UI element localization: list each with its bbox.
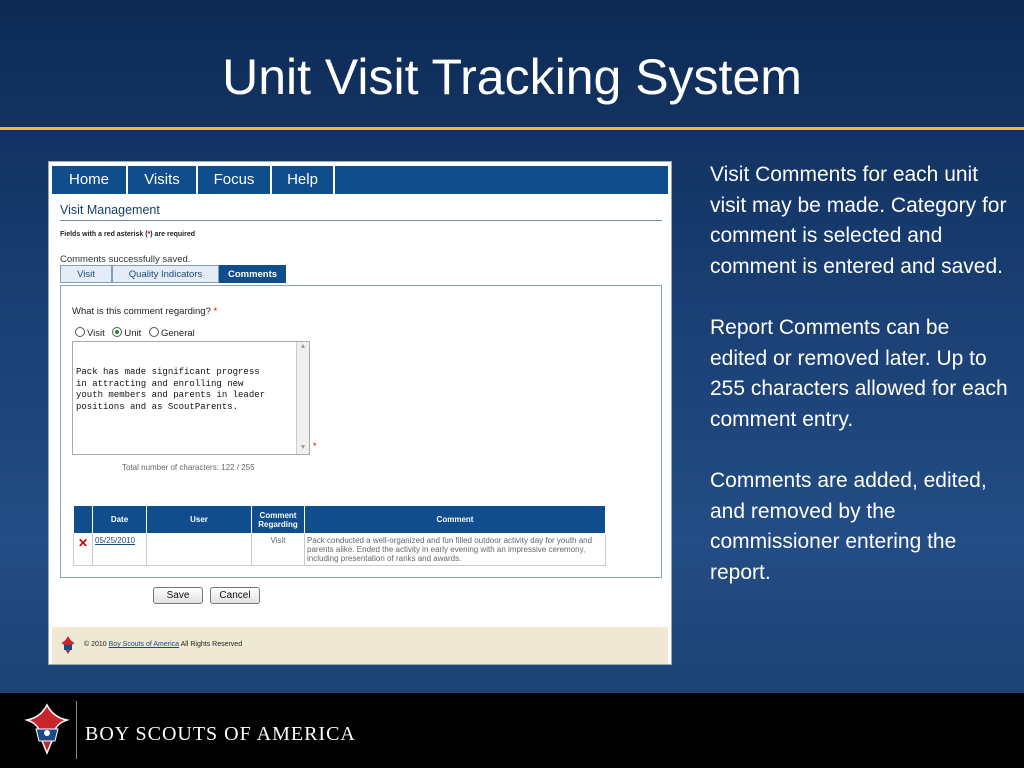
radio-unit-circle[interactable] [112, 327, 122, 337]
copyright: © 2010 Boy Scouts of America All Rights Reserved [84, 641, 243, 648]
app-screenshot [48, 161, 672, 665]
col-regarding: Comment Regarding [252, 506, 305, 534]
table-header-row [74, 506, 606, 534]
nav-visits[interactable]: Visits [128, 166, 198, 194]
tab-quality-indicators[interactable]: Quality Indicators [112, 265, 219, 283]
bsa-fleur-de-lis-logo-icon [24, 703, 70, 757]
radio-general-circle[interactable] [149, 327, 159, 337]
slide-footer [0, 693, 1024, 768]
user-cell [147, 534, 252, 566]
footer-org-name: BOY SCOUTS OF AMERICA [85, 723, 356, 745]
save-button[interactable]: Save [153, 587, 203, 604]
scroll-down-icon[interactable]: ▼ [300, 444, 306, 452]
table-row [74, 534, 606, 566]
radio-general[interactable]: General [149, 327, 195, 339]
radio-visit-circle[interactable] [75, 327, 85, 337]
slide-notes [710, 160, 1010, 619]
radio-unit[interactable]: Unit [112, 327, 141, 339]
nav-home[interactable]: Home [52, 166, 128, 194]
comments-table [73, 505, 606, 566]
comment-textarea[interactable]: Pack has made significant progress in attracting and enrolling new youth members and parents in leader positions and as ScoutParents. ▲ ▼ [72, 341, 310, 455]
character-count: Total number of characters: 122 / 255 [122, 463, 255, 472]
tab-comments[interactable]: Comments [219, 265, 286, 283]
date-link[interactable]: 05/25/2010 [95, 536, 136, 545]
comment-cell: Pack conducted a well-organized and fun filled outdoor activity day for youth and parents alike. Ended the activity in early evening with an impressive ceremony, including presentation of ranks and awards. [305, 534, 606, 566]
cancel-button[interactable]: Cancel [210, 587, 260, 604]
title-divider [60, 220, 662, 221]
bsa-logo-icon [60, 635, 76, 655]
copyright-link[interactable]: Boy Scouts of America [108, 641, 180, 648]
nav-help[interactable]: Help [272, 166, 335, 194]
required-asterisk: * [313, 441, 317, 451]
radio-visit[interactable]: Visit [75, 327, 105, 339]
note-paragraph: Report Comments can be edited or removed later. Up to 255 characters allowed for each comment entry. [710, 316, 1008, 431]
comments-panel [60, 285, 662, 578]
nav-bar [52, 166, 668, 194]
textarea-scrollbar[interactable] [296, 342, 309, 454]
note-paragraph: Comments are added, edited, and removed by the commissioner entering the report. [710, 469, 987, 584]
page-title: Visit Management [60, 203, 160, 217]
regarding-cell: Visit [252, 534, 305, 566]
nav-focus[interactable]: Focus [198, 166, 272, 194]
col-delete [74, 506, 93, 534]
app-footer [52, 627, 668, 664]
col-user: User [147, 506, 252, 534]
footer-divider [76, 701, 77, 759]
scroll-up-icon[interactable]: ▲ [300, 343, 306, 351]
category-radio-group [75, 327, 200, 339]
delete-icon[interactable]: ✕ [77, 536, 89, 550]
col-comment: Comment [305, 506, 606, 534]
col-date: Date [93, 506, 147, 534]
title-rule [0, 127, 1024, 130]
note-paragraph: Visit Comments for each unit visit may be made. Category for comment is selected and comment is entered and saved. [710, 163, 1007, 278]
status-message: Comments successfully saved. [60, 254, 191, 265]
required-note: Fields with a red asterisk (*) are required [60, 231, 196, 238]
tab-visit[interactable]: Visit [60, 265, 112, 283]
slide-title: Unit Visit Tracking System [222, 49, 802, 105]
question-label: What is this comment regarding? * [72, 306, 218, 317]
